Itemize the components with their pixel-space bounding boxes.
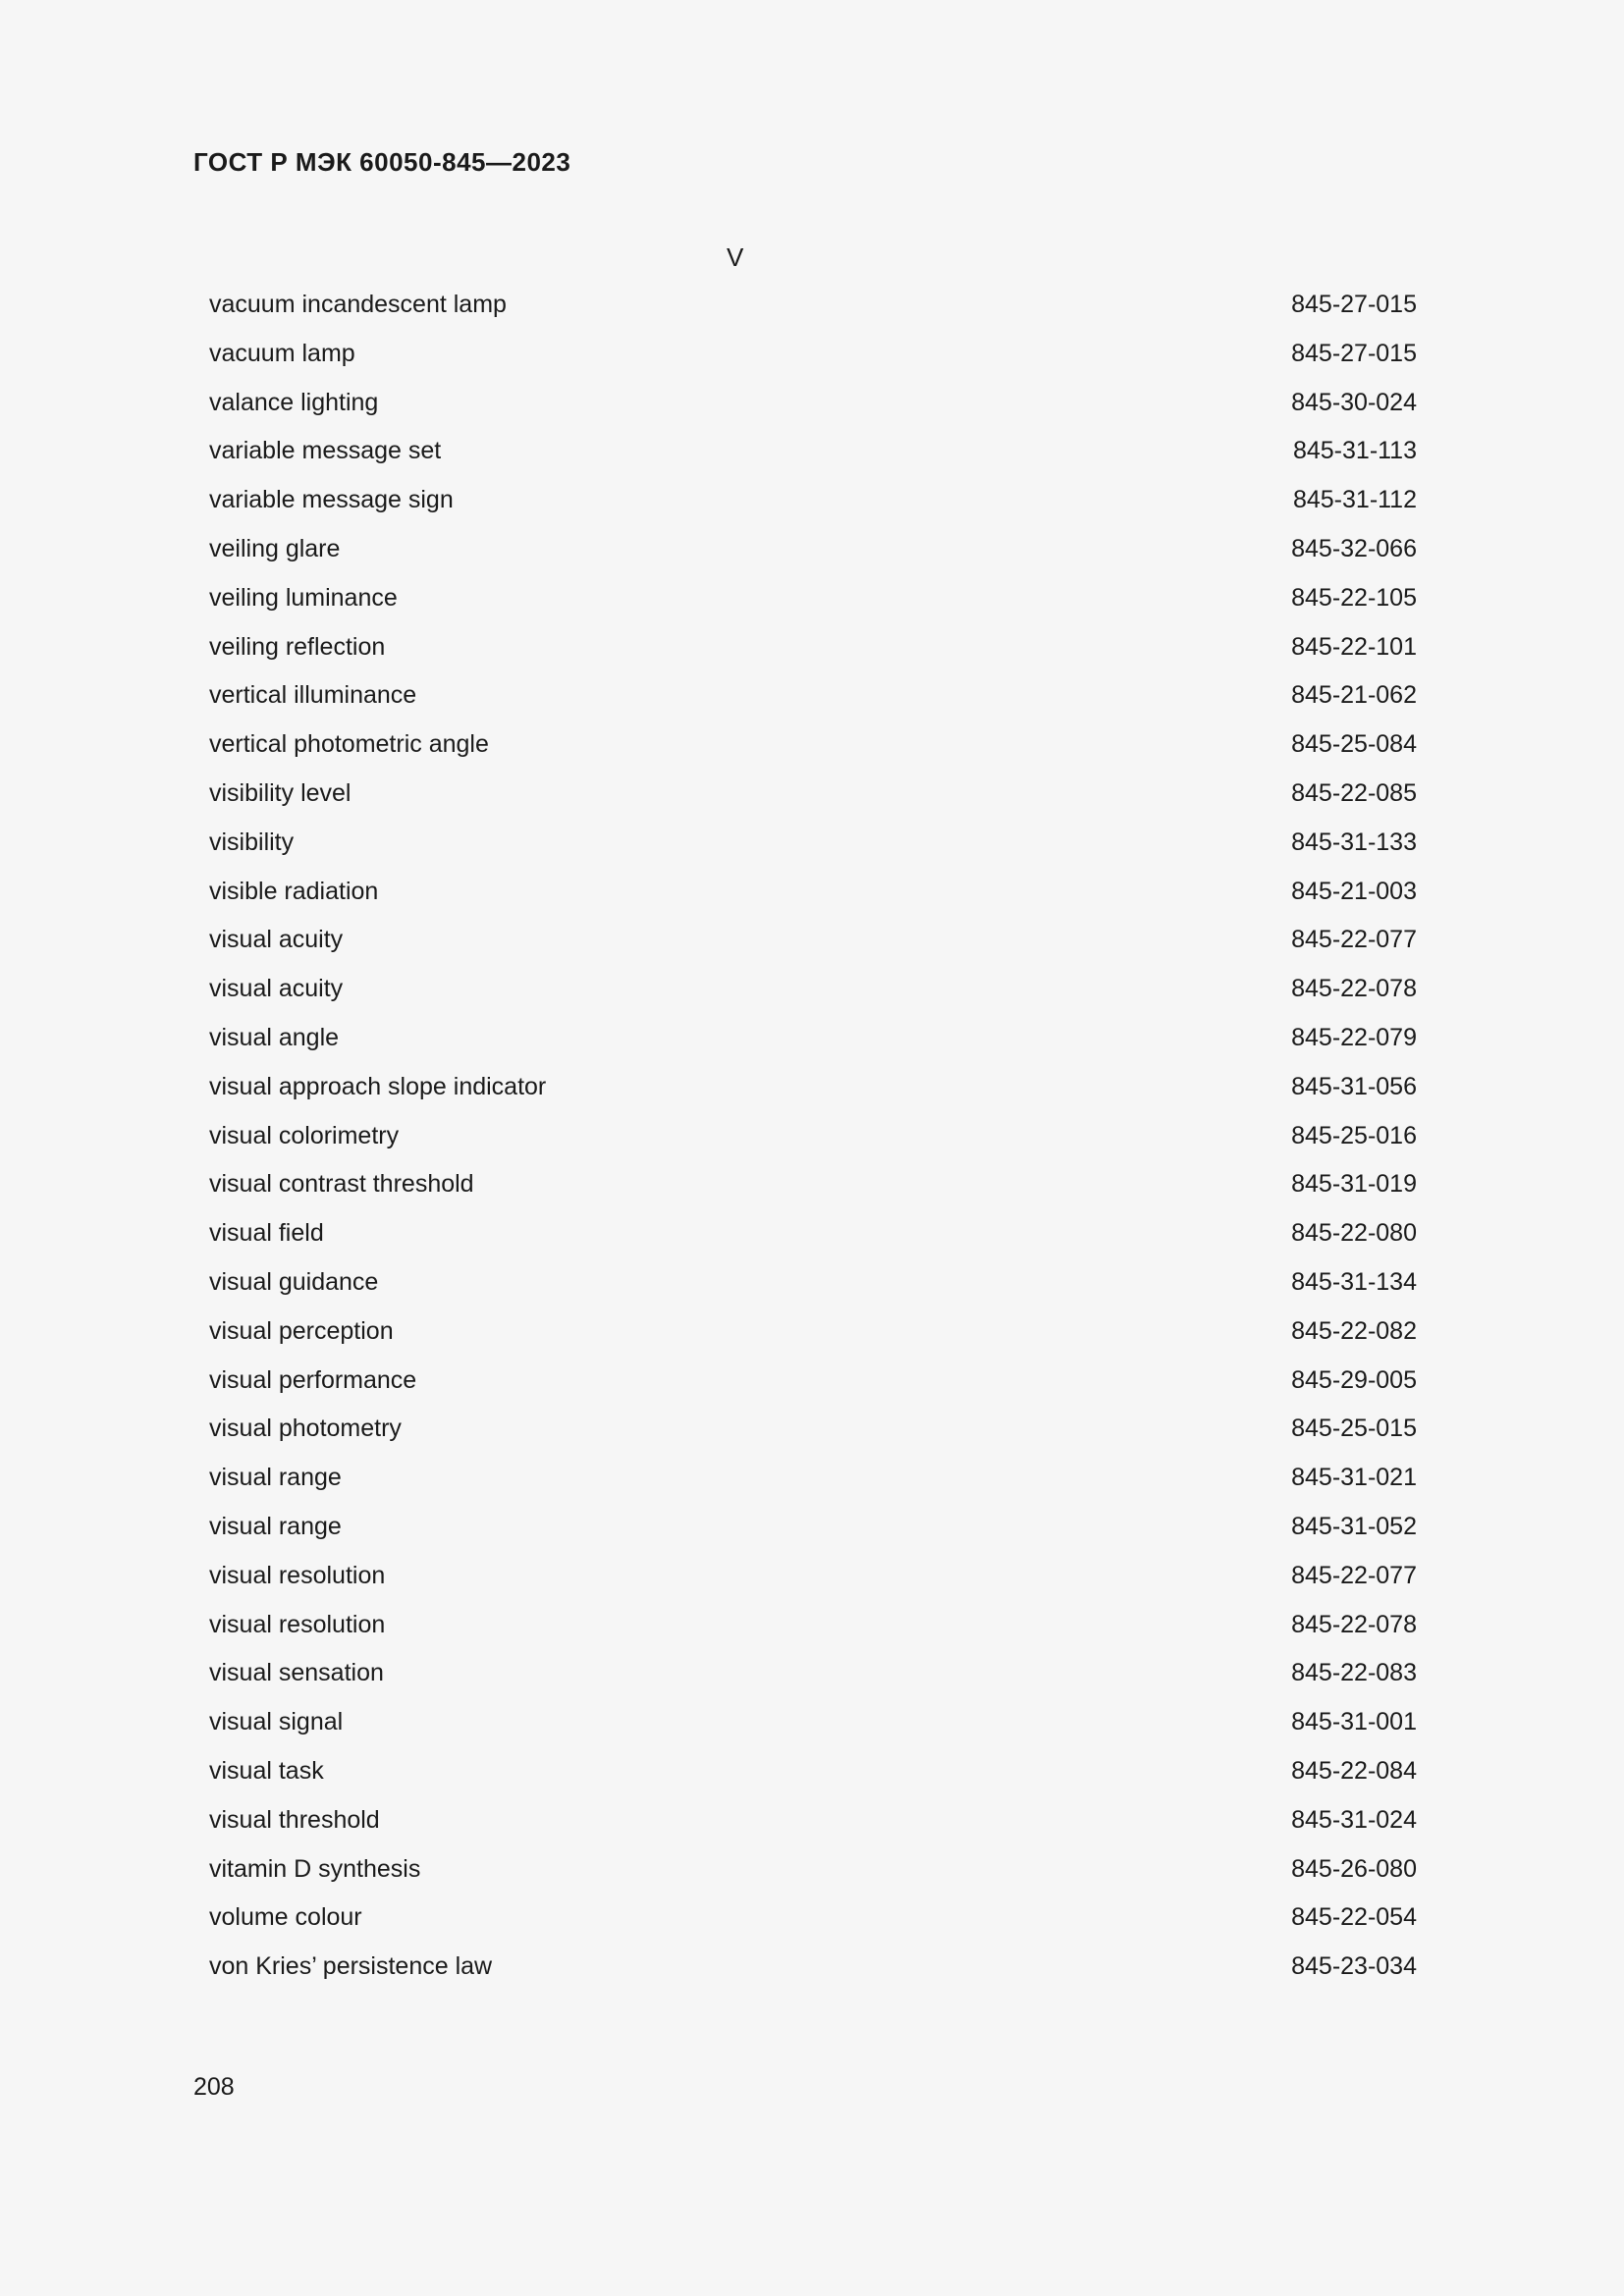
index-entry	[209, 872, 1417, 921]
index-term: visible radiation	[209, 877, 379, 905]
index-term: veiling glare	[209, 534, 341, 562]
index-code: 845-22-085	[1291, 778, 1417, 807]
index-term: visual perception	[209, 1316, 394, 1345]
index-entry	[209, 1605, 1417, 1654]
index-term: visual sensation	[209, 1659, 384, 1687]
index-term: visual photometry	[209, 1415, 402, 1443]
index-code: 845-22-054	[1291, 1903, 1417, 1932]
index-entry	[209, 1361, 1417, 1410]
index-code: 845-22-082	[1291, 1316, 1417, 1345]
index-entry	[209, 1116, 1417, 1165]
index-code: 845-31-052	[1291, 1512, 1417, 1540]
index-entry	[209, 529, 1417, 578]
index-code: 845-25-084	[1291, 730, 1417, 759]
index-entry	[209, 823, 1417, 872]
index-code: 845-29-005	[1291, 1365, 1417, 1394]
index-entry	[209, 1556, 1417, 1605]
index-code: 845-22-079	[1291, 1023, 1417, 1051]
index-entry	[209, 383, 1417, 432]
index-code: 845-22-078	[1291, 975, 1417, 1003]
index-term: visual range	[209, 1512, 342, 1540]
index-code: 845-22-083	[1291, 1659, 1417, 1687]
index-code: 845-25-016	[1291, 1121, 1417, 1149]
index-entry	[209, 480, 1417, 529]
index-term: visibility level	[209, 778, 352, 807]
page-title: ГОСТ Р МЭК 60050-845—2023	[193, 147, 571, 177]
index-code: 845-31-001	[1291, 1708, 1417, 1736]
index-term: von Kries’ persistence law	[209, 1952, 493, 1981]
index-term: visual field	[209, 1219, 324, 1248]
index-entry	[209, 1018, 1417, 1067]
index-code: 845-27-015	[1291, 291, 1417, 318]
index-term: valance lighting	[209, 388, 379, 416]
index-term: visual resolution	[209, 1610, 386, 1638]
index-term: visual signal	[209, 1708, 344, 1736]
index-term: visual range	[209, 1464, 342, 1492]
index-entry	[209, 285, 1417, 334]
index-code: 845-22-077	[1291, 1561, 1417, 1589]
index-term: veiling reflection	[209, 632, 386, 661]
index-term: variable message sign	[209, 486, 454, 514]
index-entry	[209, 1507, 1417, 1556]
index-entry	[209, 578, 1417, 627]
index-code: 845-31-133	[1291, 828, 1417, 856]
index-code: 845-25-015	[1291, 1415, 1417, 1443]
index-entry	[209, 1067, 1417, 1116]
index-entry	[209, 1458, 1417, 1507]
index-code: 845-21-003	[1291, 877, 1417, 905]
index-entry	[209, 627, 1417, 676]
index-entry	[209, 334, 1417, 383]
index-entry	[209, 1897, 1417, 1947]
index-entry	[209, 1800, 1417, 1849]
index-entry	[209, 675, 1417, 724]
index-code: 845-32-066	[1291, 534, 1417, 562]
index-code: 845-31-056	[1291, 1072, 1417, 1100]
index-code: 845-31-134	[1291, 1267, 1417, 1296]
index-term: vitamin D synthesis	[209, 1854, 421, 1883]
index-term: veiling luminance	[209, 583, 398, 612]
index-entry	[209, 1751, 1417, 1800]
index-term: vertical photometric angle	[209, 730, 489, 759]
index-list	[209, 285, 1417, 1996]
index-entry	[209, 774, 1417, 823]
index-code: 845-22-080	[1291, 1219, 1417, 1248]
index-code: 845-22-101	[1291, 632, 1417, 661]
index-term: visual contrast threshold	[209, 1170, 474, 1199]
index-entry	[209, 1262, 1417, 1311]
index-term: visual colorimetry	[209, 1121, 400, 1149]
index-term: visual acuity	[209, 926, 344, 954]
index-code: 845-31-021	[1291, 1464, 1417, 1492]
index-term: visibility	[209, 828, 295, 856]
section-letter-heading: V	[727, 242, 744, 272]
index-entry	[209, 969, 1417, 1018]
index-entry	[209, 920, 1417, 969]
index-term: visual acuity	[209, 975, 344, 1003]
index-code: 845-30-024	[1291, 388, 1417, 416]
index-entry	[209, 1213, 1417, 1262]
index-entry	[209, 1409, 1417, 1458]
index-code: 845-31-113	[1292, 437, 1417, 465]
index-code: 845-26-080	[1291, 1854, 1417, 1883]
index-code: 845-23-034	[1291, 1952, 1417, 1981]
index-code: 845-22-078	[1291, 1610, 1417, 1638]
index-code: 845-22-084	[1291, 1756, 1417, 1785]
index-term: vacuum incandescent lamp	[209, 291, 507, 318]
index-code: 845-27-015	[1291, 339, 1417, 367]
index-entry	[209, 1653, 1417, 1702]
index-code: 845-21-062	[1291, 681, 1417, 710]
index-term: vertical illuminance	[209, 681, 417, 710]
index-entry	[209, 1311, 1417, 1361]
index-entry	[209, 1164, 1417, 1213]
index-code: 845-31-019	[1291, 1170, 1417, 1199]
index-term: visual performance	[209, 1365, 417, 1394]
index-term: visual angle	[209, 1023, 340, 1051]
index-entry	[209, 1947, 1417, 1996]
index-code: 845-22-077	[1291, 926, 1417, 954]
index-term: visual threshold	[209, 1805, 380, 1834]
index-entry	[209, 1849, 1417, 1898]
index-code: 845-22-105	[1291, 583, 1417, 612]
index-term: visual guidance	[209, 1267, 379, 1296]
index-entry	[209, 431, 1417, 480]
index-code: 845-31-112	[1292, 486, 1417, 514]
index-term: vacuum lamp	[209, 339, 355, 367]
index-term: visual task	[209, 1756, 324, 1785]
index-code: 845-31-024	[1291, 1805, 1417, 1834]
index-entry	[209, 1702, 1417, 1751]
index-term: volume colour	[209, 1903, 362, 1932]
index-entry	[209, 724, 1417, 774]
index-term: visual approach slope indicator	[209, 1072, 547, 1100]
page-number: 208	[193, 2073, 235, 2101]
index-term: visual resolution	[209, 1561, 386, 1589]
index-term: variable message set	[209, 437, 442, 465]
